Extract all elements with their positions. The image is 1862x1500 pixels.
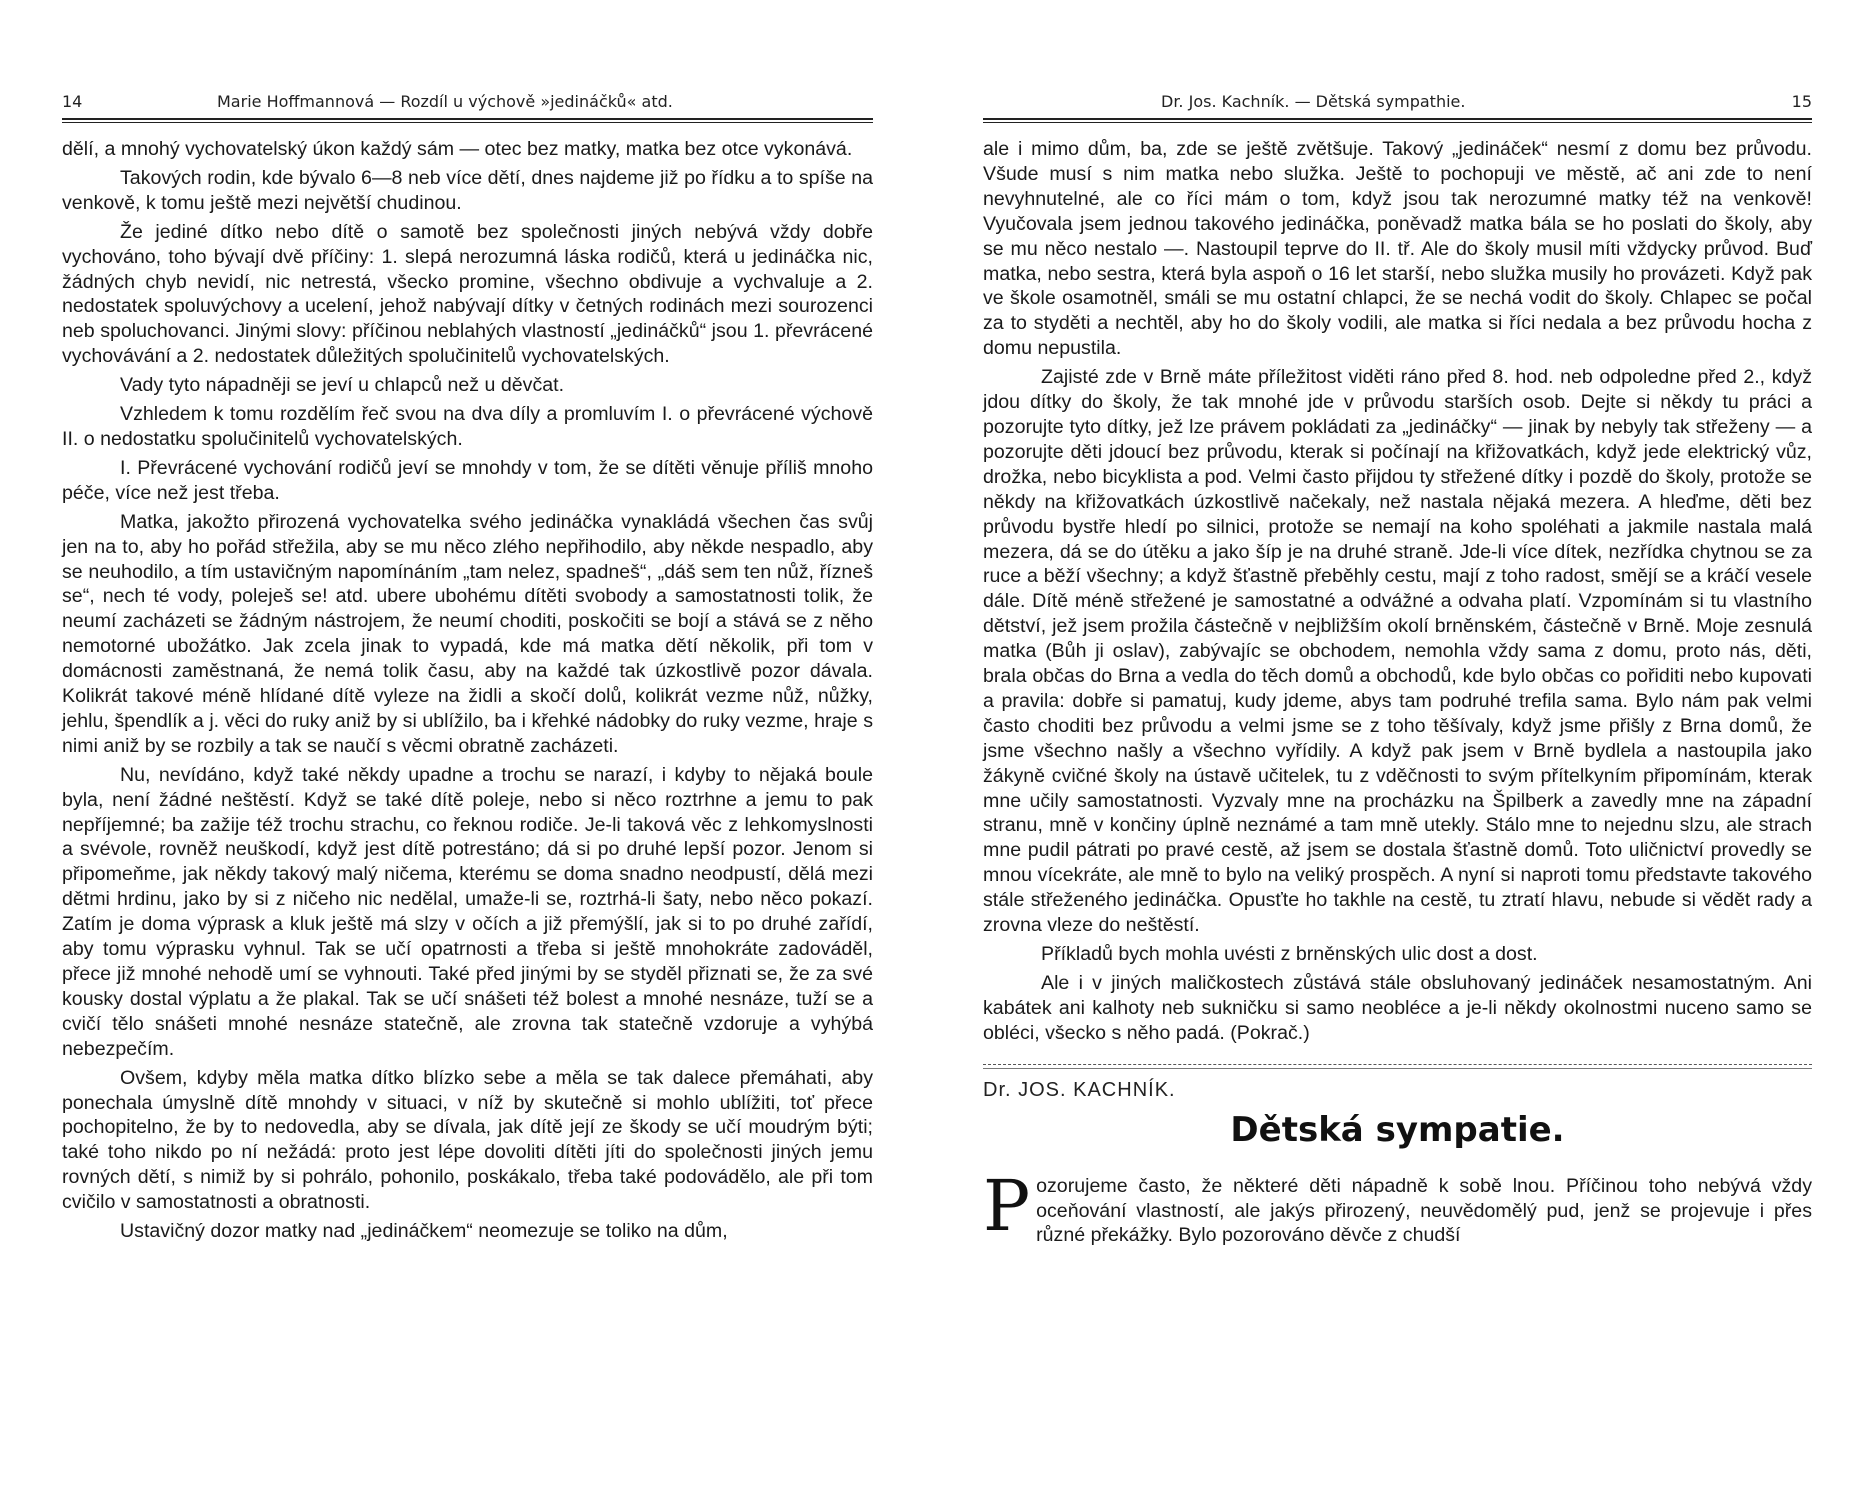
paragraph: Matka, jakožto přirozená vychovatelka svého jedináčka vynakládá všechen čas svůj jen na to, aby ho pořád střežila, aby se mu něco zlého nepřihodilo, aby někde nespadlo, aby se neuhodilo, a tím ustavičným napomínáním „tam nelez, spadneš“, „dáš sem ten nůž, řízneš se“, nech té vody, poleješ se! atd. ubere ubohému dítěti svobody a samostatnosti tolik, že neumí zacházeti se žádným nástrojem, že neumí choditi, poskočiti se bojí a stává se z něho nemotorné ubožátko. Jak zcela jinak to vypadá, kde má matka dětí několik, při tom v domácnosti zaměstnaná, že nemá tolik času, aby na každé tak úzkostlivě pozor dávala. Kolikrát takové méně hlídané dítě vyleze na židli a skočí dolů, kolikrát vezme nůž, nůžky, jehlu, špendlík a j. věci do ruky aniž by si ublížilo, ba i křehké nádobky do ruky vezme, hraje s nimi aniž by se rozbily a tak se naučí s věcmi obratně zacházeti. — [62, 510, 873, 757]
running-head — [983, 92, 1812, 118]
paragraph: Ale i v jiných maličkostech zůstává stále obsluhovaný jedináček nesamostatným. Ani kabátek ani kalhoty neb sukničku si samo neobléce a je-li někdy okolnostmi nuceno samo se obléci, všecko s něho padá. (Pokrač.) — [983, 971, 1812, 1044]
paragraph: Vady tyto nápadněji se jeví u chlapců než u děvčat. — [120, 374, 565, 397]
running-title: Marie Hoffmannová — Rozdíl u výchově »jedináčků« atd. — [217, 92, 673, 111]
paragraph-text: ozorujeme často, že některé děti nápadně k sobě lnou. Příčinou toho nebývá vždy oceňování vlastností, ale jakýs přirozený, neuvědomělý pud, jenž se projevuje i přes různé překážky. Bylo pozorováno děvče z chudší — [1036, 1174, 1812, 1247]
paragraph: ale i mimo dům, ba, zde se ještě zvětšuje. Takový „jedináček“ nesmí z domu bez průvodu. Všude musí s nim matka nebo služka. Ještě to pochopuji ve městě, ač ani zde to není nevyhnutelné, ale co říci mám o tom, když jsou tak nerozumné matky též na venkově! Vyučovala jsem jednou takového jedináčka, poněvadž matka bála se ho poslati do školy, aby se mu něco nestalo —. Nastoupil teprve do II. tř. Ale do školy musil míti vždycky průvod. Buď matka, nebo sestra, která byla aspoň o 16 let starší, nebo služka musily ho provázeti. Když pak ve škole osamotněl, smáli se mu ostatní chlapci, že se nechá vodit do školy. Chlapec se počal za to styděti a nechtěl, aby ho do školy vodili, ale matka si říci nedala a bez průvodu hocha z domu nepustila. — [983, 138, 1812, 360]
paragraph: Že jediné dítko nebo dítě o samotě bez společnosti jiných nebývá vždy dobře vychováno, toho bývají dvě příčiny: 1. slepá nerozumná láska rodičů, která u jedináčka nic, žádných chyb nevidí, nic netrestá, všecko promine, všechno obdivuje a vychvaluje a 2. nedostatek spoluvýchovy a ucelení, jehož nabývají dítky v četných rodinách mezi sourozenci neb spoluchovanci. Jinými slovy: příčinou neblahých vlastností „jedináčků“ jsou 1. převrácené vychovávání a 2. nedostatek důležitých spolučinitelů vychovatelských. — [62, 220, 873, 368]
next-article-body — [983, 1164, 1812, 1249]
article-separator — [983, 1064, 1812, 1069]
paragraph: Zajisté zde v Brně máte příležitost viděti ráno před 8. hod. neb odpoledne před 2., když jdou dítky do školy, že tak mnohé jde v průvodu starších osob. Dejte si někdy tu práci a pozorujte tyto dítky, jež lze právem pokládati za „jedináčky“ — jinak by nebyly tak střeženy — a pozorujte děti jdoucí bez průvodu, kterak si počínají na křižovatkách, když jede elektrický vůz, drožka, nebo bicyklista a pod. Velmi často přijdou ty střežené dítky i pozdě do školy, protože se někdy na křižovatkách úzkostlivě načekaly, než nastala nějaká mezera. A hleďme, děti bez průvodu bystře hledí po silnici, protože se nemají na koho spoléhati a jakmile nastala malá mezera, dá se do útěku a jako šíp je na druhé straně. Jde-li více dítek, nezřídka chytnou se za ruce a běží všechny; a když šťastně přeběhly cestu, mají z toho radost, smějí se a kráčí vesele dále. Dítě méně střežené je samostatné a odvážné a odvaha platí. Vzpomínám si tu vlastního dětství, jež jsem prožila částečně v nejbližším okolí brněnském, částečně v Brně. Moje zesnulá matka (Bůh ji oslav), zabývajíc se obchodem, nemohla vždy sama z domu, proto nás, děti, brala občas do Brna a vedla do těch domů a obchodů, kde bylo občas co pořiditi nebo kupovati a pravila: dobře si pamatuj, kudy jdeme, abys tam podruhé trefila sama. Bylo nám pak velmi často choditi bez průvodu a velmi jsme se z toho těšívaly, když jsme přišly z Brna domů, že jsme všechno našly a všechno vyřídily. A když pak jsem v Brně bydlela a nastoupila jako žákyně cvičné školy na ústavě učitelek, tu z vděčnosti to svým přítelkyním připomínám, kterak mne učily samostatnosti. Vyzvaly mne na procházku na Špilberk a zavedly mne na západní stranu, mně v končiny úplně neznámé a tam mně utekly. Stálo mne to nejednu slzu, ale strach mne pudil pátrati po pravé cestě, až jsem se dostala šťastně domů. Toto uličnictví provedly se mnou vícekráte, ale mně to bylo na veliký prospěch. A nyní si naproti tomu představte takového stále střeženého jedináčka. Opusťte ho takhle na cestě, tu ztratí hlavu, nebude si vědět rady a zrovna vleze do neštěstí. — [983, 366, 1812, 937]
paragraph: I. Převrácené vychování rodičů jeví se mnohdy v tom, že se dítěti věnuje příliš mnoho péče, více než jest třeba. — [62, 456, 873, 504]
paragraph: Vzhledem k tomu rozdělím řeč svou na dva díly a promluvím I. o převrácené výchově II. o nedostatku spolučinitelů vychovatelských. — [62, 403, 873, 450]
paragraph: Nu, nevídáno, když také někdy upadne a trochu se narazí, i kdyby to nějaká boule byla, není žádné neštěstí. Když se také dítě poleje, nebo si něco roztrhne a jemu to pak nepříjemné; ba zažije též trochu strachu, co řeknou rodiče. Je-li taková věc z lehkomyslnosti a svévole, rovněž neuškodí, když jest dítě potrestáno; dá si po druhé lepší pozor. Jenom si připomeňme, jak někdy takový malý ničema, kterému se doma snadno neodpustí, dělá mezi dětmi hrdinu, jako by si z ničeho nic nedělal, umaže-li se, roztrhá-li šaty, nebo něco pokazí. Zatím je doma výprask a kluk ještě má slzy v očích a již přemýšlí, jak si to po druhé zařídí, aby tomu výprasku vyhnul. Tak se učí opatrnosti a třeba si ještě mnohokráte zadováděl, přece již mnohé nehodě umí se vyhnouti. Také před jinými by se styděl přiznati se, že za své kousky dostal výplatu a že plakal. Tak se učí snášeti též bolest a mnohé nesnáze, tuží se a cvičí tělo snášeti mnohé nesnáze statečně, ale zrovna tak statečně vzdoruje a vyhýbá nebezpečím. — [62, 763, 873, 1060]
article-author: Dr. JOS. KACHNÍK. — [983, 1078, 1176, 1101]
paragraph: Ustavičný dozor matky nad „jedináčkem“ neomezuje se toliko na dům, — [120, 1220, 728, 1243]
right-page — [931, 0, 1862, 1500]
paragraph — [983, 1164, 1812, 1249]
paragraph: dělí, a mnohý vychovatelský úkon každý sám — otec bez matky, matka bez otce vykonává. — [62, 138, 853, 160]
article-title: Dětská sympatie. — [1230, 1109, 1565, 1150]
page-number: 14 — [62, 92, 83, 111]
paragraph: Takových rodin, kde bývalo 6—8 neb více dětí, dnes najdeme již po řídku a to spíše na venkově, k tomu ještě mezi největší chudinou. — [62, 166, 873, 214]
paragraph: Ovšem, kdyby měla matka dítko blízko sebe a měla se tak dalece přemáhati, aby ponechala úmyslně dítě mnohdy v situaci, v níž by skutečně si mohlo ublížiti, toť přece pochopitelno, že by to nedovedla, aby se dívala, jak dítě její ze škody se učí moudrým býti; také toho nikdo po ní nežádá: proto jest lépe dovoliti dítěti jíti do společnosti jiných jemu rovných dětí, s nimiž by si pohrálo, pohonilo, poskákalo, třeba také podovádělo, ale při tom cvičilo v samostatnosti a obratnosti. — [62, 1066, 873, 1214]
running-title: Dr. Jos. Kachník. — Dětská sympathie. — [1161, 92, 1466, 111]
page-number: 15 — [1791, 92, 1812, 111]
article-body — [62, 137, 873, 1244]
article-body — [983, 137, 1812, 1046]
running-head — [62, 92, 873, 118]
header-rule — [983, 118, 1812, 123]
paragraph: Příkladů bych mohla uvésti z brněnských ulic dost a dost. — [1041, 943, 1538, 965]
header-rule — [62, 118, 873, 123]
drop-cap: P — [983, 1164, 1031, 1247]
